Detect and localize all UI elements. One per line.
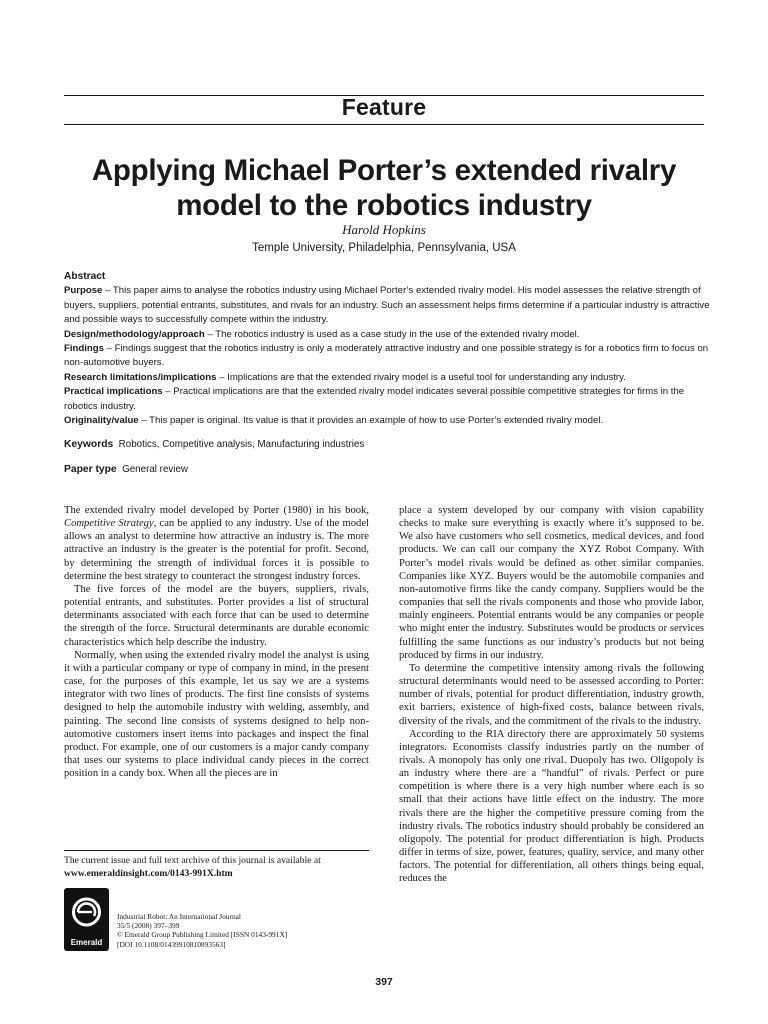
paragraph bbox=[64, 504, 369, 583]
journal-doi: [DOI 10.1108/01439910810893563] bbox=[117, 939, 226, 949]
paragraph: Normally, when using the extended rivalry model the analyst is using it with a particular company or type of company in mind, in the present case, for the purposes of this example, let us say we are a systems integrator with two lines of products. The first line consists of systems designed to help the automobile industry with welding, assembly, and painting. The second line consists of systems designed to help non-automotive customers insert items into packages and inspect the final product. For example, one of our customers is a major candy company that uses our systems to place individual candy pieces in the correct position in a candy box. When all the pieces are in bbox=[64, 649, 369, 780]
section-rule bbox=[64, 124, 704, 125]
paragraph: To determine the competitive intensity among rivals the following structural determinants would need to be assessed according to Porter: number of rivals, potential for product differentiation, industry growth, exit barriers, existence of high-fixed costs, balance between rivals, diversity of the rivals, and the commitment of the rivals to the industry. bbox=[399, 662, 704, 727]
keywords-value: Robotics, Competitive analysis, Manufacturing industries bbox=[118, 439, 365, 450]
journal-info bbox=[117, 912, 287, 949]
paragraph: The five forces of the model are the buyers, suppliers, rivals, potential entrants, and substitutes. Porter provides a list of structural determinants associated with each force that can be used to determine the strength of the force. Structural determinants are durable economic characteristics which help describe the industry. bbox=[64, 583, 369, 648]
footnote-text: The current issue and full text archive of this journal is available at bbox=[64, 855, 321, 866]
abstract-text: – Findings suggest that the robotics industry is only a moderately attractive industry and one possible strategy is for a robotics firm to focus on non-automotive buyers. bbox=[64, 343, 709, 369]
paragraph-text: , can be applied to any industry. Use of the model allows an analyst to determine how attractive an industry is. The more attractive an industry is the greater is the potential for profit. Second, by determining the strength of individual forces it is possible to determine the best strategy to counteract the strongest industry forces. bbox=[64, 518, 369, 582]
body-right-column bbox=[399, 504, 704, 886]
logo-text: Emerald bbox=[70, 938, 103, 947]
section-label: Feature bbox=[341, 94, 427, 120]
journal-name: Industrial Robot: An International Journal bbox=[117, 912, 241, 921]
author-affiliation: Temple University, Philadelphia, Pennsylvania, USA bbox=[252, 242, 516, 254]
abstract-text: – This paper aims to analyse the robotics industry using Michael Porter’s extended rivalry model. His model assesses the relative strength of buyers, suppliers, potential entrants, substitutes, and rivals for an industry. Such an assessment helps firms determine if a particular industry is attractive and possible ways to successfully compete within the industry. bbox=[64, 285, 710, 326]
journal-volume: 35/5 (2008) 397–399 bbox=[117, 921, 180, 931]
book-title: Competitive Strategy bbox=[64, 518, 154, 530]
abstract-text: – Implications are that the extended rivalry model is a useful tool for understanding any industry. bbox=[216, 371, 626, 383]
footnote-rule bbox=[64, 850, 369, 851]
author-name: Harold Hopkins bbox=[342, 222, 426, 237]
abstract bbox=[64, 270, 714, 428]
emerald-logo bbox=[64, 888, 109, 951]
paper-type-label: Paper type bbox=[64, 464, 117, 475]
abstract-label: Purpose bbox=[64, 285, 103, 297]
keywords bbox=[64, 439, 704, 450]
page-number: 397 bbox=[375, 976, 393, 988]
abstract-findings bbox=[64, 342, 714, 371]
paragraph-text: The extended rivalry model developed by Porter (1980) in his book, bbox=[64, 505, 369, 516]
abstract-design bbox=[64, 328, 714, 342]
journal-url-link[interactable]: www.emeraldinsight.com/0143-991X.htm bbox=[64, 868, 233, 879]
paper-type-value: General review bbox=[122, 464, 188, 475]
paragraph: According to the RIA directory there are approximately 50 systems integrators. Economists classify industries partly on the number of rivals. A monopoly has only one rival. Duopoly has two. Oligopoly is an industry where there are a “handful” of rivals. Perfect or pure competition is where there is a very high number where each is so small that their actions have little effect on the industry. The more rivals there are the higher the competitive pressure coming from the industry rivals. The robotics industry should probably be considered an oligopoly. The potential for product differentiation is high. Products differ in terms of size, power, features, quality, service, and many other factors. The potential for differentiation, all others things being equal, reduces the bbox=[399, 728, 704, 885]
paper-type bbox=[64, 464, 704, 475]
abstract-label: Practical implications bbox=[64, 386, 163, 398]
abstract-practical bbox=[64, 385, 714, 414]
footnote bbox=[64, 854, 369, 880]
paragraph: place a system developed by our company with vision capability checks to make sure everything is exactly where it’s supposed to be. We also have customers who sell cosmetics, medical devices, and food products. We can call our company the XYZ Robot Company. With Porter’s model rivals would be defined as other similar companies. Companies like XYZ. Buyers would be the automobile companies and non-automotive firms like the candy company. Suppliers would be the companies that sell the rivals components and those who provide labor, mainly engineers. Potential entrants would be any companies or people who might enter the industry. Substitutes would be products or services fulfilling the same functions as our industry’s products but not being produced by firms in our industry. bbox=[399, 505, 704, 661]
title-line-1: Applying Michael Porter’s extended rivalry bbox=[91, 154, 677, 187]
abstract-heading: Abstract bbox=[64, 271, 106, 282]
body-left-column bbox=[64, 504, 369, 780]
abstract-text: – Practical implications are that the extended rivalry model indicates several possible competitive strategies for firms in the robotics industry. bbox=[64, 386, 685, 412]
title-line-2: model to the robotics industry bbox=[176, 189, 592, 222]
keywords-label: Keywords bbox=[64, 439, 114, 450]
abstract-text: – This paper is original. Its value is that it provides an example of how to use Porter’s extended rivalry model. bbox=[138, 415, 604, 427]
abstract-originality bbox=[64, 414, 714, 428]
journal-publisher: © Emerald Group Publishing Limited [ISSN 0143-991X] bbox=[117, 930, 288, 940]
abstract-label: Research limitations/implications bbox=[64, 371, 217, 383]
abstract-label: Originality/value bbox=[64, 415, 139, 427]
abstract-text: – The robotics industry is used as a case study in the use of the extended rivalry model. bbox=[204, 328, 580, 340]
abstract-label: Design/methodology/approach bbox=[64, 328, 205, 340]
paper-title bbox=[64, 153, 704, 223]
abstract-limitations bbox=[64, 371, 714, 385]
abstract-purpose bbox=[64, 284, 714, 327]
abstract-label: Findings bbox=[64, 343, 104, 355]
